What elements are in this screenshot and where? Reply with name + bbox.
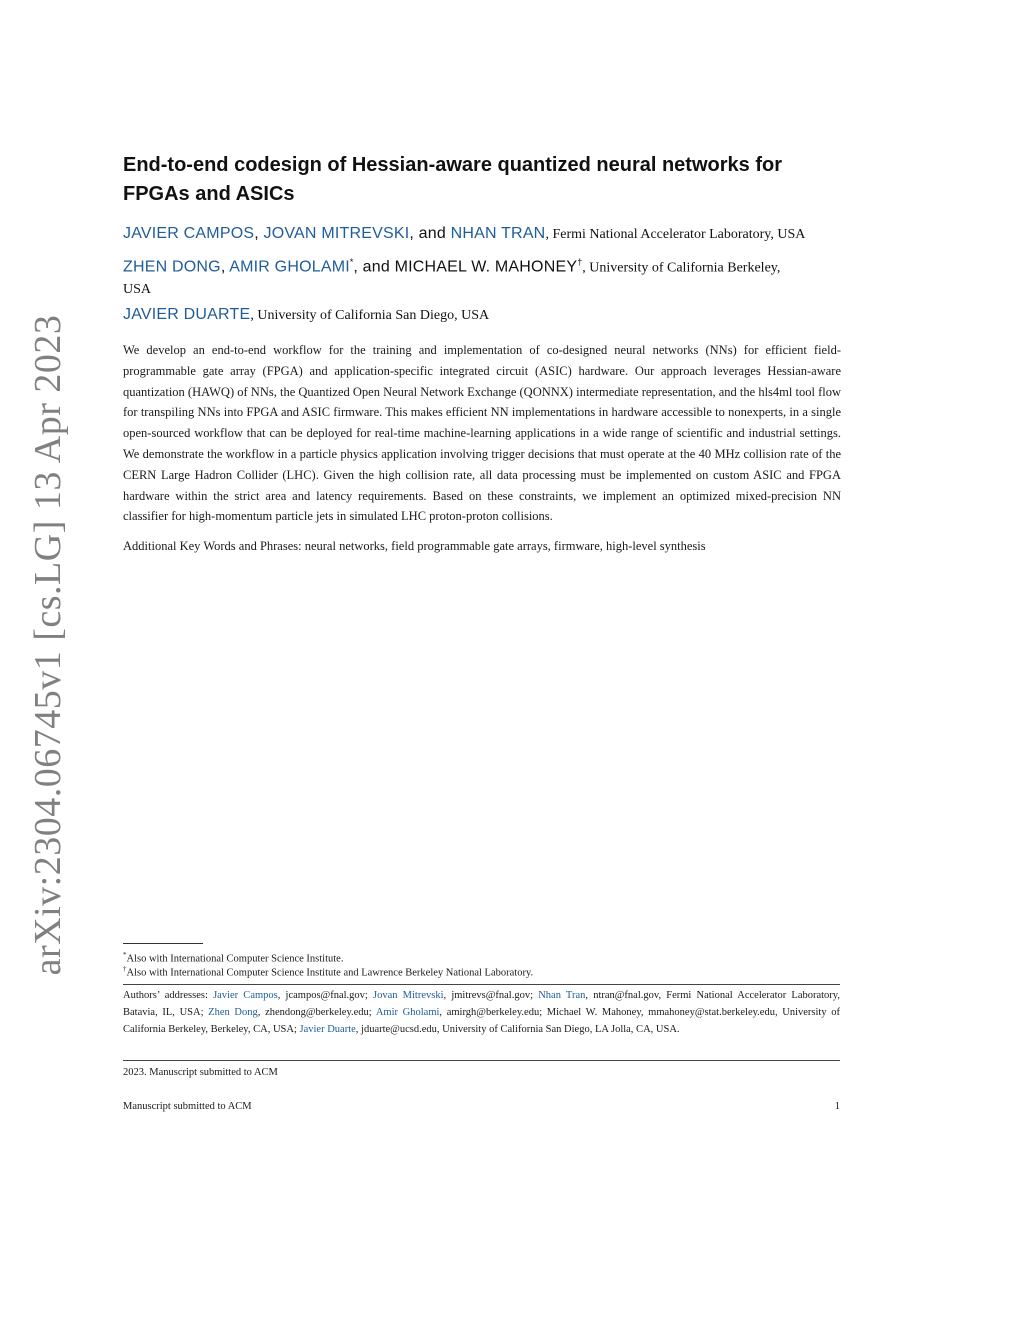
author-affiliation: USA xyxy=(123,282,152,297)
footnote-dagger xyxy=(123,962,843,981)
author-address-link[interactable]: Javier Duarte xyxy=(299,1023,356,1035)
footnote-text: Also with International Computer Science Institute. xyxy=(126,953,344,965)
author-address-link[interactable]: Amir Gholami xyxy=(375,1006,440,1018)
running-footer: Manuscript submitted to ACM xyxy=(123,1101,252,1112)
author-affiliation: , University of California Berkeley, xyxy=(582,260,781,276)
author-address-link[interactable]: Jovan Mitrevski xyxy=(373,990,444,1001)
copyright-notice: 2023. Manuscript submitted to ACM xyxy=(123,1067,278,1078)
arxiv-identifier: arXiv:2304.06745v1 [cs.LG] 13 Apr 2023 xyxy=(27,314,69,976)
footnote-text: Also with International Computer Science Institute and Lawrence Berkeley National Laboratory. xyxy=(126,967,534,979)
author-link[interactable]: ZHEN DONG xyxy=(123,258,221,276)
author-affiliation: , University of California San Diego, USA xyxy=(250,308,490,323)
paper-title: End-to-end codesign of Hessian-aware quantized neural networks for FPGAs and ASICs xyxy=(123,154,782,205)
author-link[interactable]: NHAN TRAN xyxy=(450,225,546,242)
abstract: We develop an end-to-end workflow for the training and implementation of co-designed neural networks (NNs) for efficient field-programmable gate array (FPGA) and application-specific integrated circuit (ASIC) hardware. Our approach leverages Hessian-aware quantization (HAWQ) of NNs, the Quantized Open Neural Network Exchange (QONNX) intermediate representation, and the hls4ml tool flow for transpiling NNs into FPGA and ASIC firmware. This makes efficient NN implementations in hardware accessible to nonexperts, in a single open-sourced workflow that can be deployed for real-time machine-learning applications in a wide range of scientific and industrial settings. We demonstrate the workflow in a particle physics application involving trigger decisions that must operate at the 40 MHz collision rate of the CERN Large Hadron Collider (LHC). Given the high collision rate, all data processing must be implemented on custom ASIC and FPGA hardware within the strict area and latency requirements. Based on these constraints, we implement an optimized mixed-precision NN classifier for high-momentum particle jets in simulated LHC proton-proton collisions. xyxy=(123,343,841,524)
footnote-mark: * xyxy=(349,257,354,267)
author-link[interactable]: JAVIER CAMPOS xyxy=(123,225,255,242)
page-number: 1 xyxy=(834,1101,840,1112)
author-address-link[interactable]: Javier Campos xyxy=(213,990,278,1001)
author-affiliation: , Fermi National Accelerator Laboratory, USA xyxy=(545,227,806,242)
authors-line-1: JAVIER CAMPOS, JOVAN MITREVSKI, and NHAN TRAN, Fermi National Accelerator Laboratory, USA xyxy=(123,225,806,242)
keywords: Additional Key Words and Phrases: neural networks, field programmable gate arrays, firmware, high-level synthesis xyxy=(123,539,706,553)
author-link[interactable]: AMIR GHOLAMI xyxy=(229,258,350,276)
addresses-divider-bottom xyxy=(123,1060,840,1061)
authors-line-2: ZHEN DONG, AMIR GHOLAMI*, and MICHAEL W. MAHONEY†, University of California Berkeley, xyxy=(123,257,781,276)
addresses-divider-top xyxy=(123,984,840,985)
footnote-mark: † xyxy=(577,257,583,267)
author-address-link[interactable]: Zhen Dong xyxy=(208,1006,258,1018)
footnote-mark: † xyxy=(123,965,127,973)
arxiv-stamp xyxy=(18,0,78,1325)
footnote-mark: * xyxy=(123,951,127,959)
author-link[interactable]: JOVAN MITREVSKI xyxy=(263,225,410,242)
author-address-link[interactable]: Nhan Tran xyxy=(538,990,586,1001)
footnote-divider xyxy=(123,943,203,944)
authors-line-2-continued xyxy=(123,276,848,303)
author-link[interactable]: JAVIER DUARTE xyxy=(123,306,251,323)
authors-line-3 xyxy=(123,302,848,329)
authors-addresses: Authors’ addresses: Javier Campos, jcampos@fnal.gov; Jovan Mitrevski, jmitrevs@fnal.gov; Nhan Tran, ntran@fnal.gov, Fermi National Accelerator Laboratory, Batavia, IL, USA; Zhen Dong, zhendong@berkeley.edu; Amir Gholami, amirgh@berkeley.edu; Michael W. Mahoney, mmahoney@stat.berkeley.edu, University of California Berkeley, Berkeley, CA, USA; Javier Duarte, jduarte@ucsd.edu, University of California San Diego, LA Jolla, CA, USA. xyxy=(123,990,841,1035)
